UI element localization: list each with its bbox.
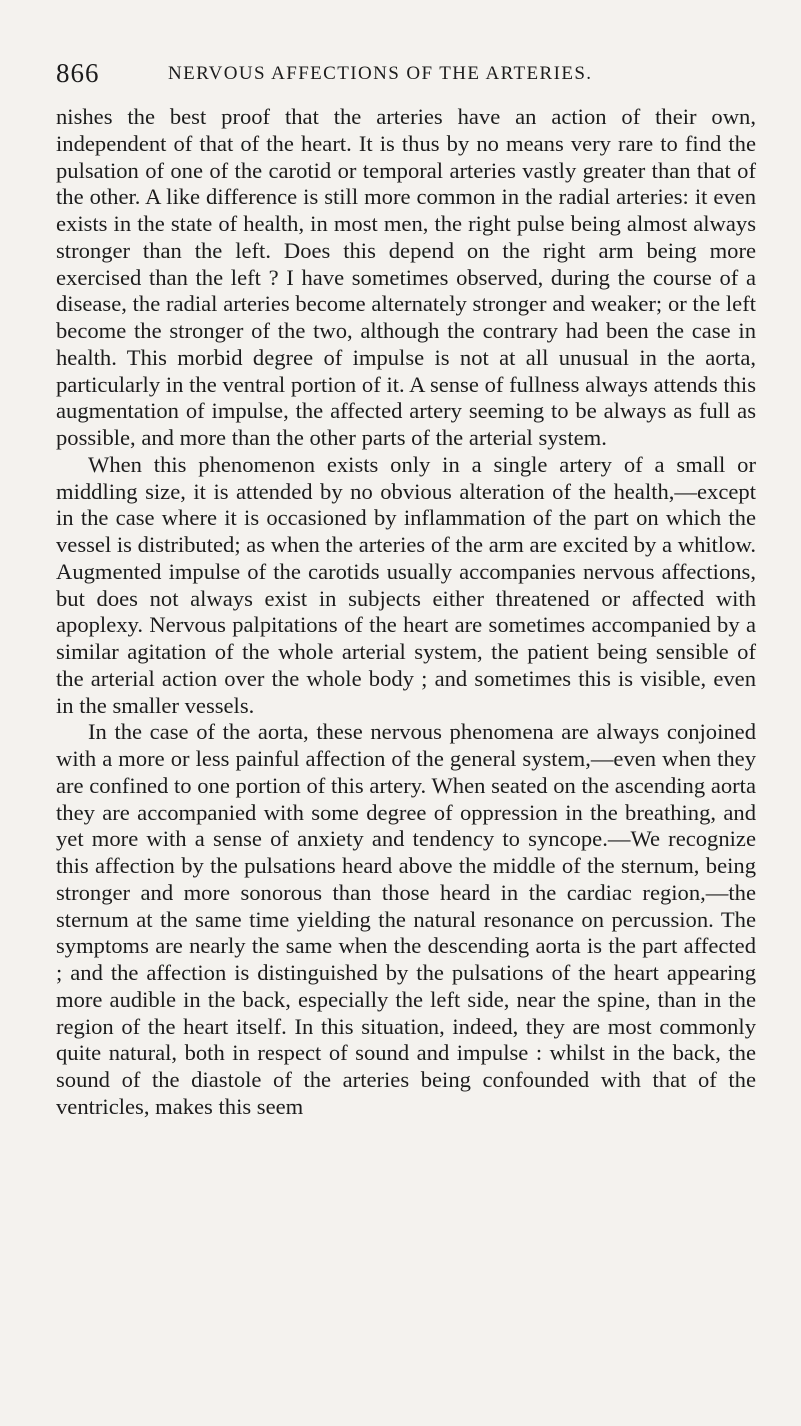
paragraph-single-artery: When this phenomenon exists only in a single artery of a small or middling size, it is attended by no obvious alteration of the health,—except in the case where it is occasioned by inflammation of the part on which the vessel is distributed; as when the arteries of the arm are excited by a whitlow. Augmented impulse of the carotids usually accompanies nervous affections, but does not always exist in subjects either threatened or affected with apoplexy. Nervous palpitations of the heart are sometimes accompanied by a similar agitation of the whole arterial system, the patient being sensible of the arterial action over the whole body ; and sometimes this is visible, even in the smaller vessels. <box>56 451 756 718</box>
running-head <box>56 58 756 88</box>
body-text <box>56 104 756 1121</box>
paragraph-aorta: In the case of the aorta, these nervous phenomena are always conjoined with a more or less painful affection of the general system,—even when they are confined to one portion of this artery. When seated on the ascending aorta they are accompanied with some degree of oppression in the breathing, and yet more with a sense of anxiety and tendency to syncope.—We recognize this affection by the pulsations heard above the middle of the sternum, being stronger and more sonorous than those heard in the cardiac region,—the sternum at the same time yielding the natural resonance on percussion. The symptoms are nearly the same when the descending aorta is the part affected ; and the affection is distinguished by the pulsations of the heart appearing more audible in the back, especially the left side, near the spine, than in the region of the heart itself. In this situation, indeed, they are most commonly quite natural, both in respect of sound and impulse : whilst in the back, the sound of the diastole of the arteries being confounded with that of the ventricles, makes this seem <box>56 719 756 1119</box>
page-number: 866 <box>56 58 100 88</box>
running-title: NERVOUS AFFECTIONS OF THE ARTERIES. <box>168 63 593 84</box>
paragraph-continuation: nishes the best proof that the arteries have an action of their own, independent of that of the heart. It is thus by no means very rare to find the pulsation of one of the carotid or temporal arteries vastly greater than that of the other. A like difference is still more common in the radial arteries: it even exists in the state of health, in most men, the right pulse being almost always stronger than the left. Does this depend on the right arm being more exercised than the left ? I have sometimes observed, during the course of a disease, the radial arteries become alternately stronger and weaker; or the left become the stronger of the two, although the contrary had been the case in health. This morbid degree of impulse is not at all unusual in the aorta, particularly in the ventral portion of it. A sense of fullness always attends this augmentation of impulse, the affected artery seeming to be always as full as possible, and more than the other parts of the arterial system. <box>56 104 756 450</box>
